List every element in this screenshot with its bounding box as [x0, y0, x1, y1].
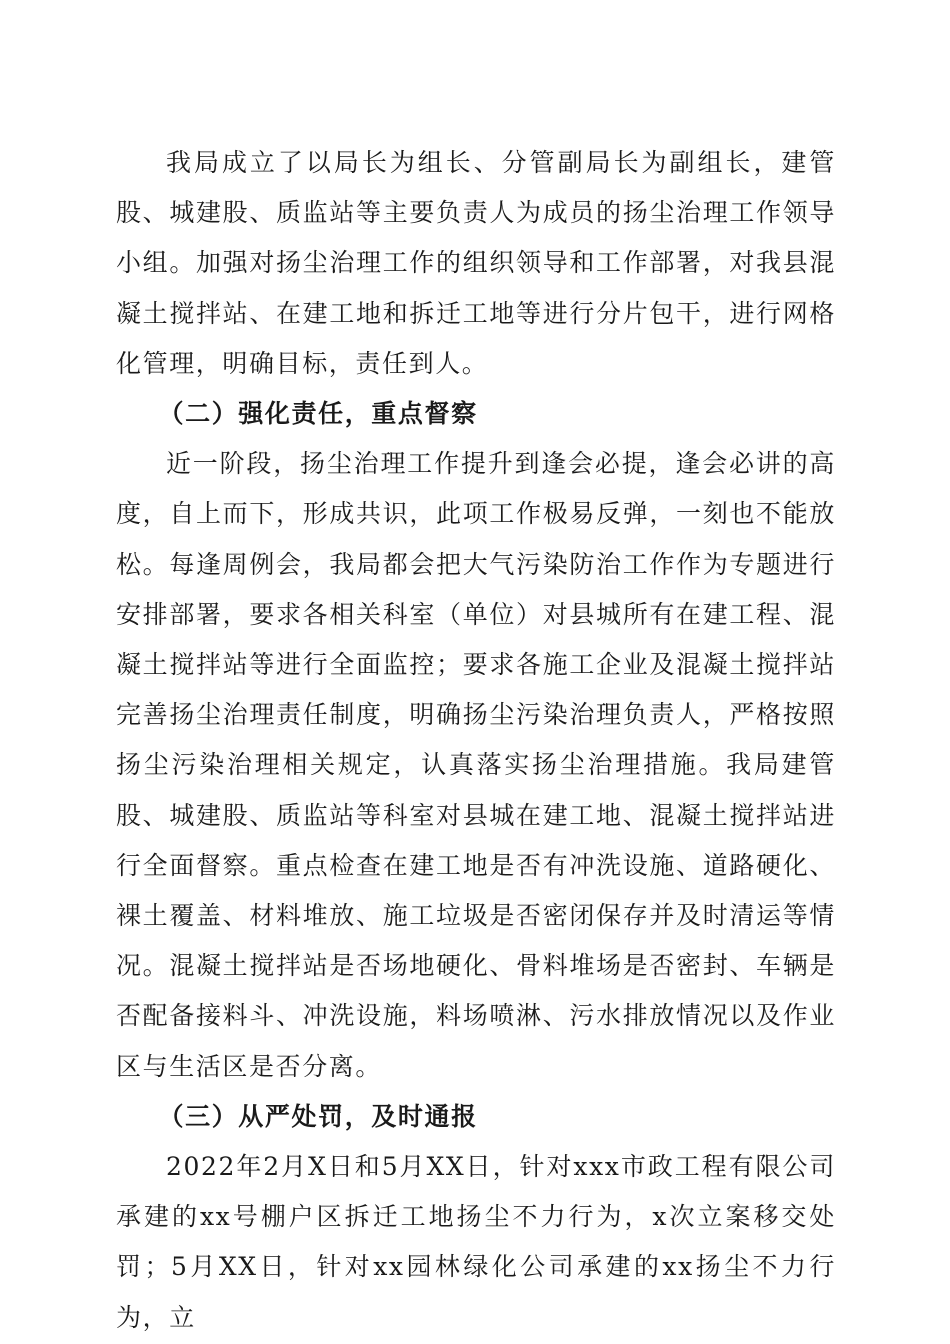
paragraph-supervision: 近一阶段，扬尘治理工作提升到逢会必提，逢会必讲的高度，自上而下，形成共识，此项工作极易反弹，一刻也不能放松。每逢周例会，我局都会把大气污染防治工作作为专题进行安排部署，要求各相关科室（单位）对县城所有在建工程、混凝土搅拌站等进行全面监控；要求各施工企业及混凝土搅拌站完善扬尘治理责任制度，明确扬尘污染治理负责人，严格按照扬尘污染治理相关规定，认真落实扬尘治理措施。我局建管股、城建股、质监站等科室对县城在建工地、混凝土搅拌站进行全面督察。重点检查在建工地是否有冲洗设施、道路硬化、裸土覆盖、材料堆放、施工垃圾是否密闭保存并及时清运等情况。混凝土搅拌站是否场地硬化、骨料堆场是否密封、车辆是否配备接料斗、冲洗设施，料场喷淋、污水排放情况以及作业区与生活区是否分离。 — [116, 449, 836, 1081]
paragraph-penalty: 2022年2月X日和5月XX日，针对xxx市政工程有限公司承建的xx号棚户区拆迁工地扬尘不力行为，x次立案移交处罚；5月XX日，针对xx园林绿化公司承建的xx扬尘不力行为，立 — [116, 1152, 836, 1332]
section-heading-3: （三）从严处罚，及时通报 — [158, 1101, 478, 1131]
section-heading-2: （二）强化责任，重点督察 — [158, 399, 478, 429]
document-page — [116, 138, 836, 1343]
paragraph-leadership-group: 我局成立了以局长为组长、分管副局长为副组长，建管股、城建股、质监站等主要负责人为成员的扬尘治理工作领导小组。加强对扬尘治理工作的组织领导和工作部署，对我县混凝土搅拌站、在建工地和拆迁工地等进行分片包干，进行网格化管理，明确目标，责任到人。 — [116, 148, 836, 378]
